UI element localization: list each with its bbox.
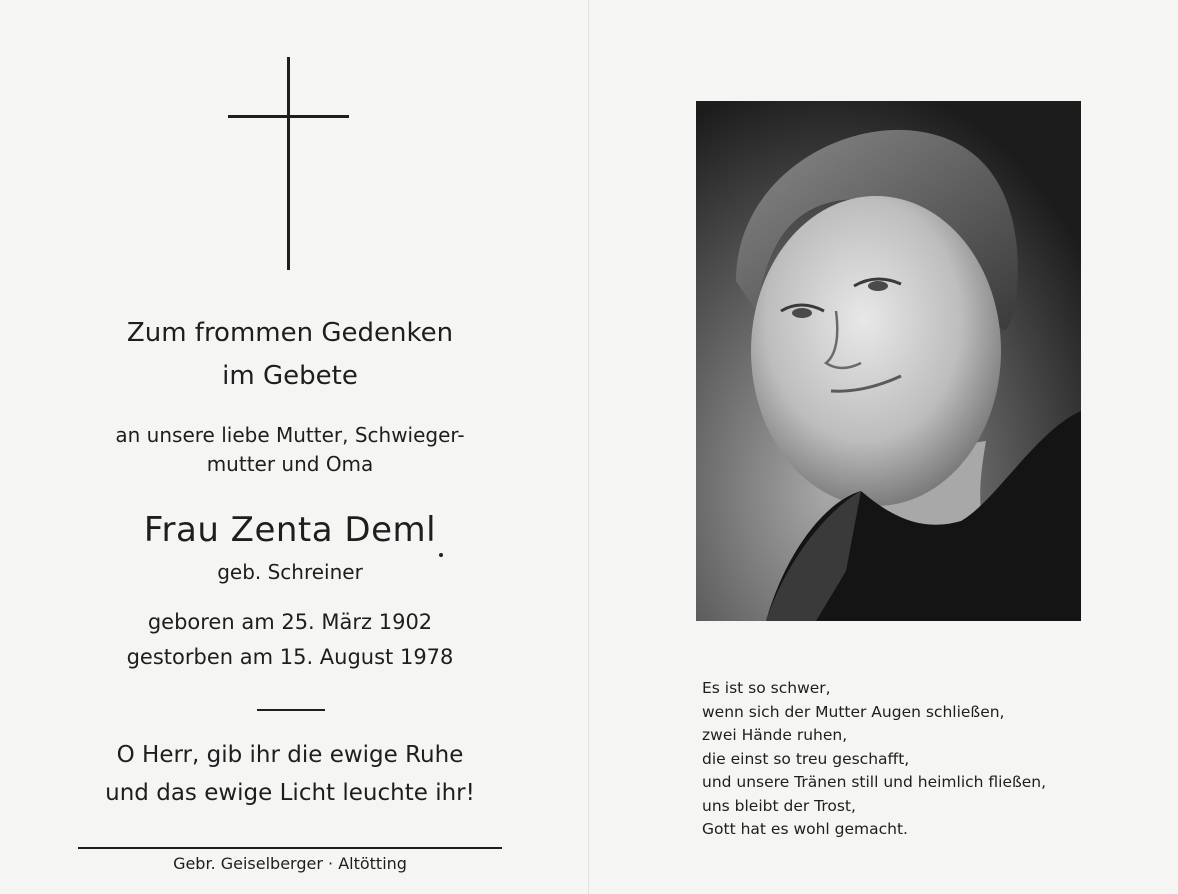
ink-speck	[439, 553, 443, 557]
maiden-name: geb. Schreiner	[217, 560, 363, 584]
memorial-heading: Zum frommen Gedenken	[126, 318, 454, 348]
cross-icon	[287, 57, 290, 270]
card-fold	[588, 0, 589, 894]
verse-line: zwei Hände ruhen,	[702, 726, 848, 744]
prayer-heading: im Gebete	[222, 361, 358, 391]
verse-line: die einst so treu geschafft,	[702, 749, 910, 768]
death-date: gestorben am 15. August 1978	[126, 645, 454, 669]
divider	[257, 709, 325, 711]
birth-date: geboren am 25. März 1902	[147, 610, 433, 634]
relation-line-2: mutter und Oma	[206, 452, 374, 476]
verse-line: Es ist so schwer,	[702, 679, 831, 697]
cross-icon-bar	[228, 115, 349, 118]
verse-line: und unsere Tränen still und heimlich fließen,	[702, 773, 1047, 791]
prayer-line-2: und das ewige Licht leuchte ihr!	[105, 780, 475, 806]
prayer-line-1: O Herr, gib ihr die ewige Ruhe	[116, 742, 464, 768]
deceased-name: Frau Zenta Deml	[143, 510, 437, 550]
relation-line-1: an unsere liebe Mutter, Schwieger-	[115, 423, 465, 447]
verse-line: uns bleibt der Trost,	[702, 796, 856, 815]
footer-divider	[78, 847, 502, 849]
verse-line: Gott hat es wohl gemacht.	[702, 820, 908, 838]
portrait-photo	[696, 101, 1081, 621]
verse-block	[702, 677, 1142, 842]
printer-credit: Gebr. Geiselberger · Altötting	[173, 854, 407, 873]
left-panel	[60, 0, 520, 894]
verse-line: wenn sich der Mutter Augen schließen,	[702, 702, 1005, 721]
